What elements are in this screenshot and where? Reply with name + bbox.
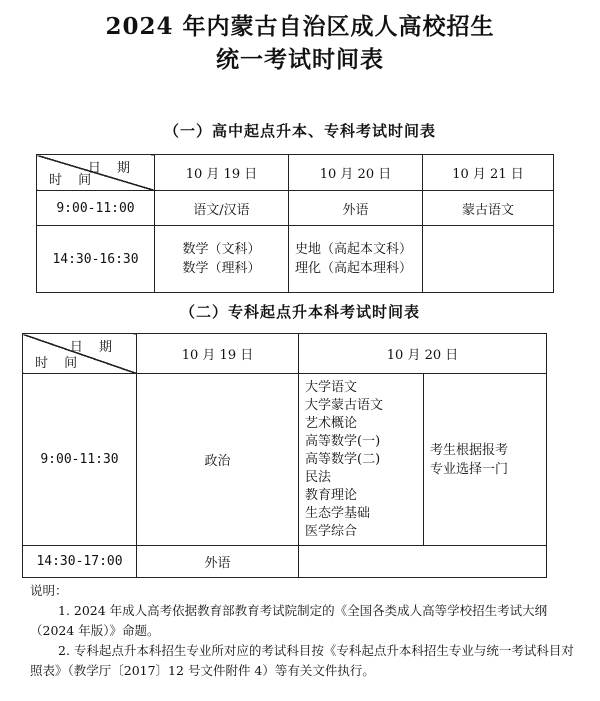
date-col-header: 10 月 20 日 xyxy=(289,155,423,191)
date-col-header: 10 月 19 日 xyxy=(155,155,289,191)
subject-line: 数学（理科） xyxy=(182,261,261,276)
table-row xyxy=(23,546,547,578)
table-header-row xyxy=(37,155,554,191)
list-item: 民法 xyxy=(305,469,332,485)
note-cell xyxy=(424,374,547,546)
list-item: 医学综合 xyxy=(305,523,358,539)
subject-cell: 政治 xyxy=(137,374,299,546)
subject-line: 史地（高起本文科） xyxy=(295,242,413,257)
list-item: 生态学基础 xyxy=(305,505,371,521)
date-col-header: 10 月 19 日 xyxy=(137,334,299,374)
list-item: 艺术概论 xyxy=(305,415,358,431)
subject-cell: 外语 xyxy=(137,546,299,578)
note-line: 专业选择一门 xyxy=(430,461,509,477)
table-row xyxy=(23,374,547,546)
table-header-row xyxy=(23,334,547,374)
diagonal-header-cell xyxy=(23,334,137,374)
section1-heading: （一）高中起点升本、专科考试时间表 xyxy=(163,122,436,140)
subject-cell xyxy=(155,226,289,293)
note-item: 2. 专科起点升本科招生专业所对应的考试科目按《专科起点升本科招生专业与统一考试科目对照表》（教学厅〔2017〕12 号文件附件 4）等有关文件执行。 xyxy=(30,643,574,678)
time-cell: 9:00-11:00 xyxy=(37,191,155,226)
time-label: 时 间 xyxy=(49,173,98,188)
note-line: 考生根据报考 xyxy=(430,442,509,458)
subject-line: 理化（高起本理科） xyxy=(295,261,413,276)
list-item: 大学蒙古语文 xyxy=(305,397,384,413)
time-label: 时 间 xyxy=(35,356,84,371)
page-title-line1: 2024 年内蒙古自治区成人高校招生 xyxy=(105,13,495,40)
subject-cell: 语文/汉语 xyxy=(155,191,289,226)
notes-section xyxy=(30,581,580,681)
subject-list-cell xyxy=(299,374,424,546)
list-item: 教育理论 xyxy=(305,487,358,503)
empty-cell xyxy=(423,226,554,293)
date-col-header: 10 月 21 日 xyxy=(423,155,554,191)
list-item: 高等数学(一) xyxy=(305,433,381,449)
subject-cell xyxy=(289,226,423,293)
time-cell: 9:00-11:30 xyxy=(23,374,137,546)
date-label: 日 期 xyxy=(69,340,118,355)
date-label: 日 期 xyxy=(87,161,136,176)
page-title-line2: 统一考试时间表 xyxy=(216,46,384,73)
time-cell: 14:30-17:00 xyxy=(23,546,137,578)
list-item: 高等数学(二) xyxy=(305,451,381,467)
subject-line: 数学（文科） xyxy=(182,242,261,257)
notes-label: 说明： xyxy=(30,583,68,598)
table-row xyxy=(37,226,554,293)
time-cell: 14:30-16:30 xyxy=(37,226,155,293)
diagonal-header-cell xyxy=(37,155,155,191)
list-item: 大学语文 xyxy=(305,379,358,395)
schedule-table-2 xyxy=(22,333,547,578)
schedule-table-1 xyxy=(36,154,554,293)
subject-cell: 蒙古语文 xyxy=(423,191,554,226)
date-col-header: 10 月 20 日 xyxy=(299,334,547,374)
table-row xyxy=(37,191,554,226)
section2-heading: （二）专科起点升本科考试时间表 xyxy=(179,303,420,321)
empty-cell xyxy=(299,546,547,578)
subject-cell: 外语 xyxy=(289,191,423,226)
note-item: 1. 2024 年成人高考依据教育部教育考试院制定的《全国各类成人高等学校招生考试大纲（2024 年版）》命题。 xyxy=(30,603,548,638)
